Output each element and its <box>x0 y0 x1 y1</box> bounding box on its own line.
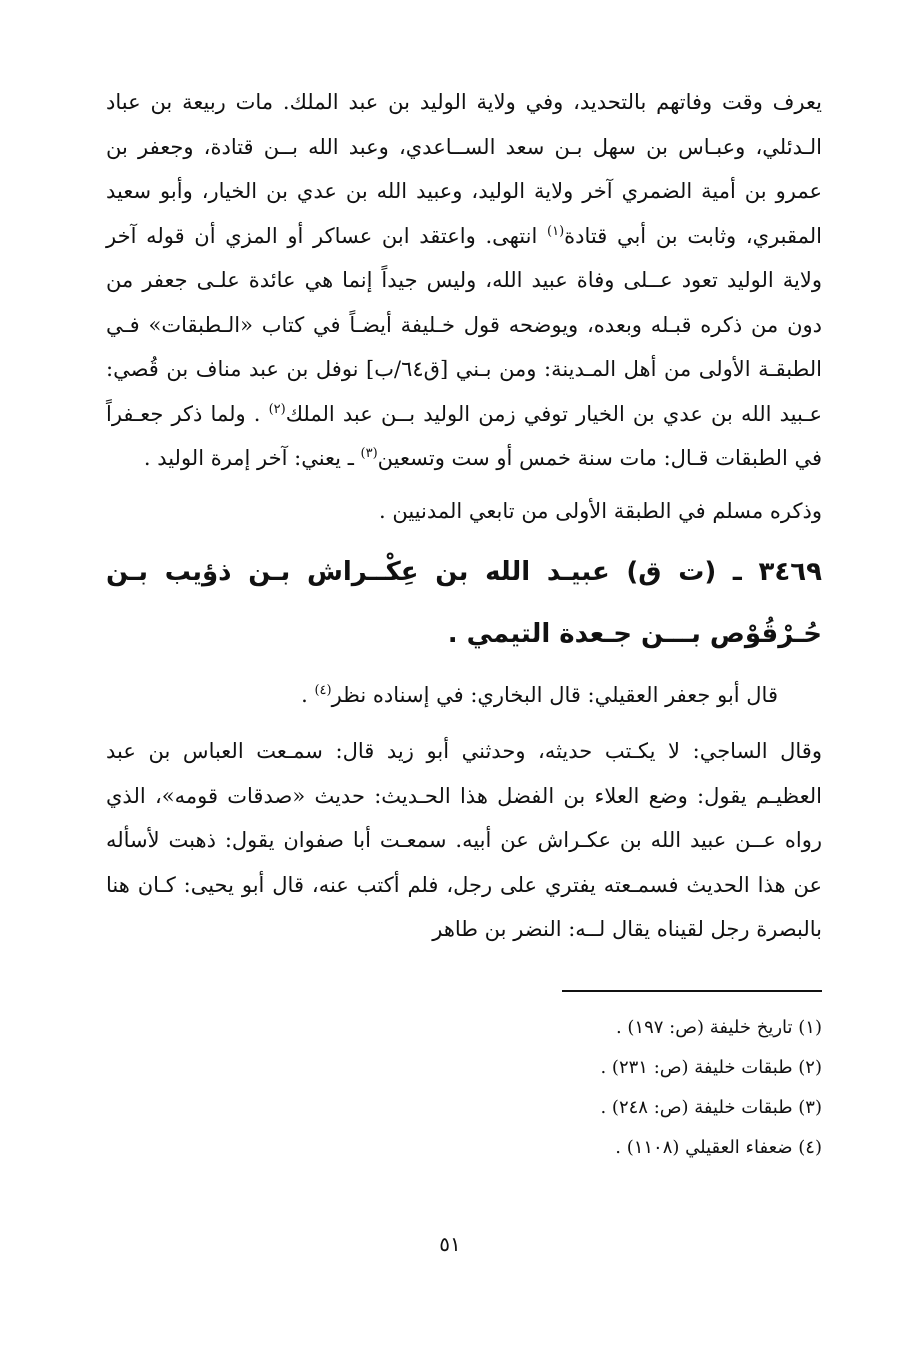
quote-text: قال أبو جعفر العقيلي: قال البخاري: في إسناده نظر <box>331 683 778 707</box>
quote-line <box>106 673 822 717</box>
footnote-ref-1[interactable]: (١) <box>547 223 565 239</box>
quote-end: . <box>301 683 315 707</box>
footnotes <box>106 1008 822 1168</box>
paragraph-1-part-3: . ولما ذكر جعـفراً في الطبقات قـال: مات سنة خمس أو ست وتسعين <box>106 401 822 470</box>
footnote-2: (٢) طبقات خليفة (ص: ٢٣١) . <box>600 1057 822 1078</box>
paragraph-1-part-4: ـ يعني: آخر إمرة الوليد . <box>143 446 361 470</box>
footnote-divider <box>562 990 822 992</box>
page-number: ٥١ <box>439 1232 461 1256</box>
paragraph-1-part-2: انتهى. واعتقد ابن عساكر أو المزي أن قوله آخر ولاية الوليد تعود عــلى وفاة عبيد الله، وليس جيداً إنما هي عائدة علـى جعفر من دون من ذكره قبـله وبعده، ويوضحه قول خـليفة أيضـاً في كتاب «الـطبقات» فـي الطبقـة الأولى من أهل المـدينة: ومن بـني [ق٦٤/ب] نوفل بن عبد مناف بن قُصي: عـبيد الله بن عدي بن الخيار توفي زمن الوليد بــن عبد الملك <box>106 223 822 426</box>
footnote-ref-4[interactable]: (٤) <box>314 683 332 698</box>
footnote-1: (١) تاريخ خليفة (ص: ١٩٧) . <box>615 1017 822 1038</box>
footnote-3: (٣) طبقات خليفة (ص: ٢٤٨) . <box>600 1097 822 1118</box>
footnote-4: (٤) ضعفاء العقيلي (١١٠٨) . <box>615 1137 822 1158</box>
paragraph-3: وقال الساجي: لا يكـتب حديثه، وحدثني أبو زيد قال: سمـعت العباس بن عبد العظيـم يقول: وضع العلاء بن الفضل هذا الحـديث: حديث «صدقات قومه»، الذي رواه عــن عبيد الله بن عكـراش عن أبيه. سمعـت أبا صفوان يقول: ذهبت لأسأله عن هذا الحديث فسمـعته يفتري على رجل، فلم أكتب عنه، قال أبو يحيى: كـان هنا بالبصرة رجل لقيناه يقال لــه: النضر بن طاهر <box>106 739 822 941</box>
footnote-ref-3[interactable]: (٣) <box>360 446 378 461</box>
paragraph-1 <box>106 80 822 481</box>
entry-heading: ٣٤٦٩ ـ (ت ق) عبيـد الله بن عِكْــراش بـن ذؤيب بـن حُـرْقُوْص بـــن جـعدة التيمي . <box>106 557 822 649</box>
footnote-ref-2[interactable]: (٢) <box>268 401 286 417</box>
main-text <box>106 80 822 952</box>
paragraph-1-part-1: يعرف وقت وفاتهم بالتحديد، وفي ولاية الوليد بن عبد الملك. مات ربيعة بن عباد الـدئلي، وعبـاس بن سهل بـن سعد الســاعدي، وعبد الله بــن قتادة، وجعفر بن عمرو بن أمية الضمري آخر ولاية الوليد، وعبيد الله بن عدي بن الخيار، وأبو سعيد المقبري، وثابت بن أبي قتادة <box>106 90 822 248</box>
paragraph-2: وذكره مسلم في الطبقة الأولى من تابعي المدنيين . <box>379 498 822 523</box>
